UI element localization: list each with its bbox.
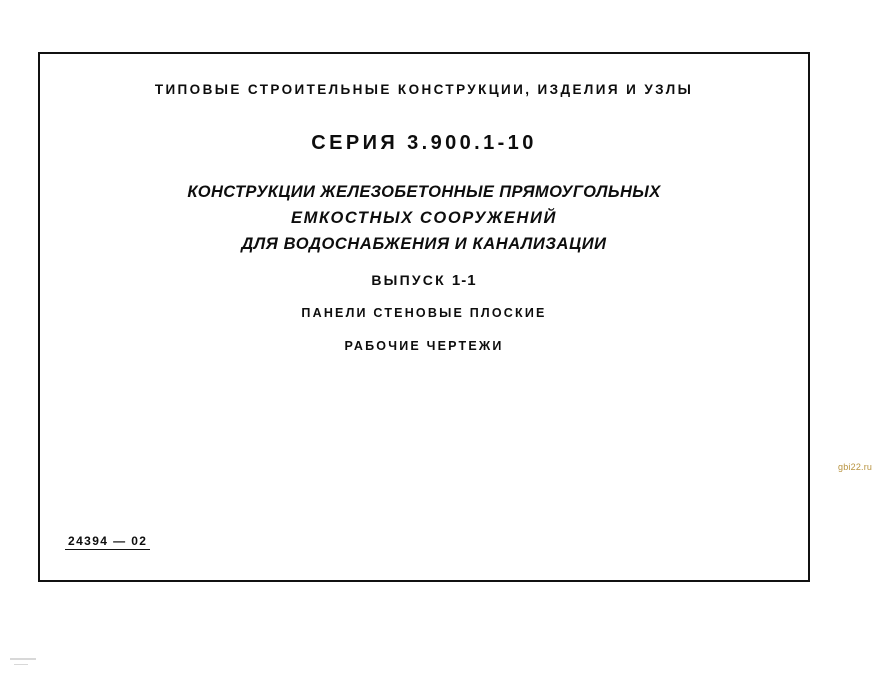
document-heading: ТИПОВЫЕ СТРОИТЕЛЬНЫЕ КОНСТРУКЦИИ, ИЗДЕЛИЯ И УЗЛЫ xyxy=(154,82,694,97)
document-kind: РАБОЧИЕ ЧЕРТЕЖИ xyxy=(344,339,504,353)
issue-number: 1-1 xyxy=(451,272,477,289)
scan-artifact xyxy=(10,658,36,660)
document-title-line-1: КОНСТРУКЦИИ ЖЕЛЕЗОБЕТОННЫЕ ПРЯМОУГОЛЬНЫХ xyxy=(187,183,661,201)
document-title xyxy=(40,179,808,257)
title-sheet-frame xyxy=(38,52,810,582)
document-title-line-2: ЕМКОСТНЫХ СООРУЖЕНИЙ xyxy=(291,209,557,227)
scan-artifact xyxy=(14,664,28,665)
issue-label: ВЫПУСК xyxy=(371,272,446,288)
document-title-line-3: ДЛЯ ВОДОСНАБЖЕНИЯ И КАНАЛИЗАЦИИ xyxy=(241,235,607,253)
issue-line xyxy=(40,272,808,289)
watermark-label: gbi22.ru xyxy=(838,462,873,472)
document-code: 24394 — 02 xyxy=(65,534,150,550)
document-subtitle: ПАНЕЛИ СТЕНОВЫЕ ПЛОСКИЕ xyxy=(301,306,547,320)
series-number: СЕРИЯ 3.900.1-10 xyxy=(311,132,537,154)
